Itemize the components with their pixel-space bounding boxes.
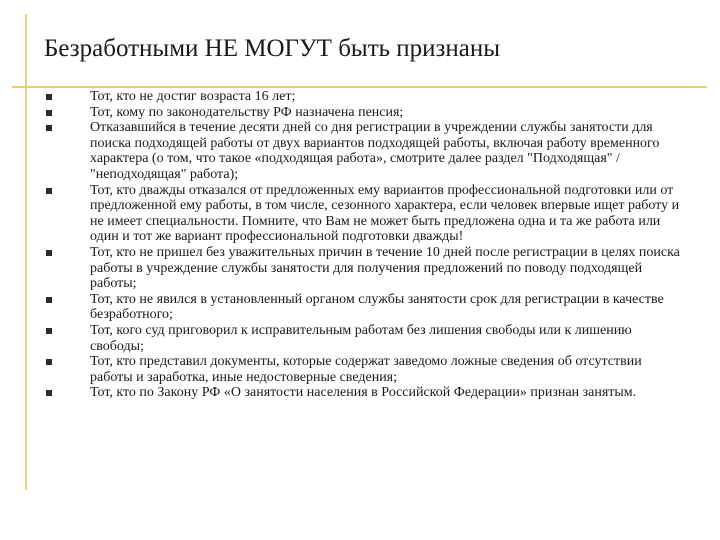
square-bullet-icon xyxy=(46,359,52,365)
square-bullet-icon xyxy=(46,110,52,116)
list-item-text: Тот, кому по законодательству РФ назначена пенсия; xyxy=(90,104,404,120)
square-bullet-icon xyxy=(46,297,52,303)
list-item-text: Тот, кто по Закону РФ «О занятости населения в Российской Федерации» признан занятым. xyxy=(90,385,637,401)
list-item xyxy=(46,89,686,105)
square-bullet-icon xyxy=(46,250,52,256)
list-item-text: Тот, кого суд приговорил к исправительным работам без лишения свободы или к лишению свободы; xyxy=(90,322,632,354)
bullet-list xyxy=(46,89,686,401)
square-bullet-icon xyxy=(46,390,52,396)
list-item-text: Отказавшийся в течение десяти дней со дня регистрации в учреждении службы занятости для поиска подходящей работы от двух вариантов подходящей работы, включая работу временного характера (о том, что такое «подходящая работа», смотрите далее раздел "Подходящая" / "неподходящая" работа); xyxy=(90,120,660,182)
list-item xyxy=(46,105,686,121)
list-item xyxy=(46,292,686,323)
square-bullet-icon xyxy=(46,328,52,334)
list-item xyxy=(46,245,686,292)
horizontal-accent-line xyxy=(12,86,707,88)
list-item-text: Тот, кто не пришел без уважительных причин в течение 10 дней после регистрации в целях поиска работы в учреждение службы занятости для получения предложений по поводу подходящей работы; xyxy=(90,244,680,292)
list-item xyxy=(46,120,686,182)
square-bullet-icon xyxy=(46,94,52,100)
square-bullet-icon xyxy=(46,188,52,194)
list-item xyxy=(46,354,686,385)
list-item xyxy=(46,385,686,401)
slide-title: Безработными НЕ МОГУТ быть признаны xyxy=(44,35,501,62)
square-bullet-icon xyxy=(46,125,52,131)
list-item xyxy=(46,323,686,354)
list-item-text: Тот, кто не явился в установленный органом службы занятости срок для регистрации в качестве безработного; xyxy=(90,291,664,323)
list-item xyxy=(46,183,686,245)
list-item-text: Тот, кто представил документы, которые содержат заведомо ложные сведения об отсутствии работы и заработка, иные недостоверные сведения; xyxy=(90,354,642,385)
list-item-text: Тот, кто дважды отказался от предложенных ему вариантов профессиональной подготовки или от предложенной ему работы, в том числе, сезонного характера, если человек впервые ищет работу и не имеет специальности. Помните, что Вам не может быть предложена одна и та же работа или один и тот же вариант профессиональной подготовки дважды! xyxy=(90,182,680,245)
list-item-text: Тот, кто не достиг возраста 16 лет; xyxy=(90,89,296,104)
